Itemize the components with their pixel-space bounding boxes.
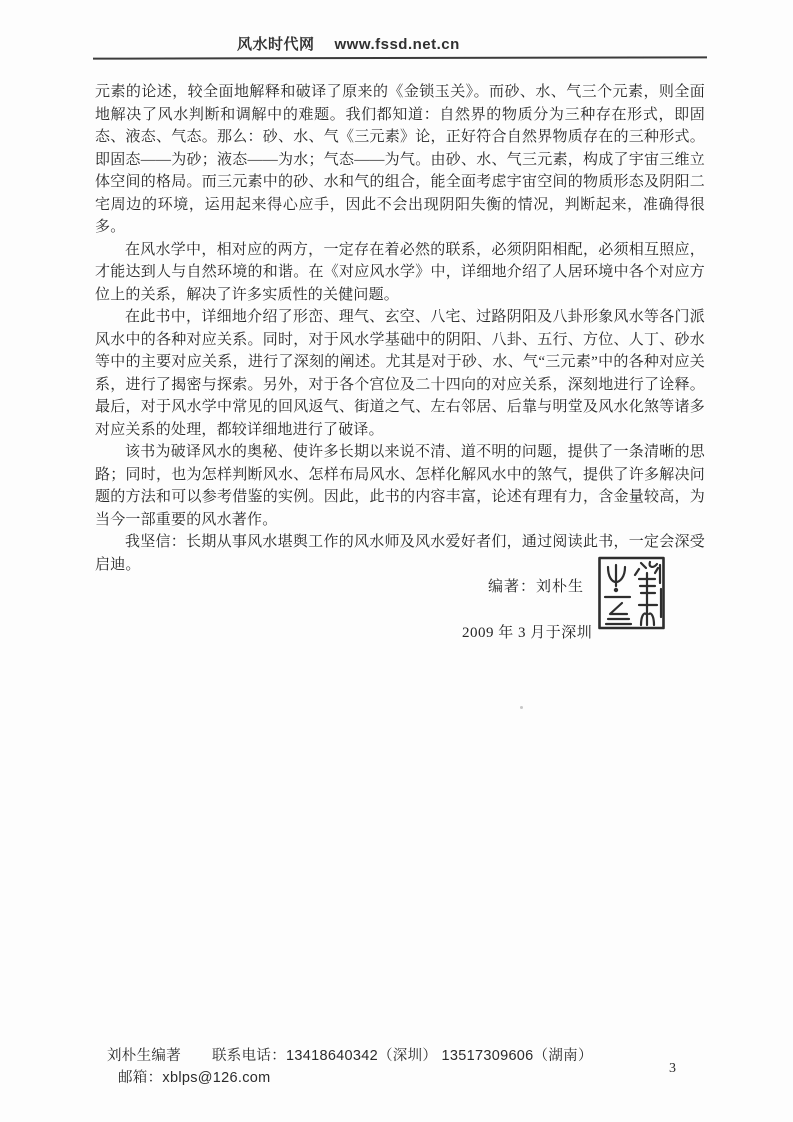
footer-contact-phones: 联系电话：13418640342（深圳） 13517309606（湖南） — [212, 1048, 593, 1064]
author-seal-stamp-icon — [597, 555, 667, 632]
footer-author: 刘朴生编著 — [107, 1048, 181, 1064]
paragraph: 我坚信：长期从事风水堪舆工作的风水师及风水爱好者们，通过阅读此书，一定会深受启迪。 — [95, 534, 705, 573]
author-byline: 编著：刘朴生 — [488, 579, 585, 595]
paragraph: 在此书中，详细地介绍了形峦、理气、玄空、八宅、过路阴阳及八卦形象风水等各门派风水中的各种对应关系。同时，对于风水学基础中的阴阳、八卦、五行、方位、人丁、砂水等中的主要对应关系，进行了深刻的阐述。尤其是对于砂、水、气“三元素”中的各种对应关系，进行了揭密与探索。另外，对于各个宫位及二十四向的对应关系，深刻地进行了诠释。最后，对于风水学中常见的回风返气、街道之气、左右邻居、后靠与明堂及风水化煞等诸多对应关系的处理，都较详细地进行了破译。 — [95, 309, 705, 438]
footer-email: 邮箱：xblps@126.com — [118, 1070, 271, 1086]
paragraph: 元素的论述，较全面地解释和破译了原来的《金锁玉关》。而砂、水、气三个元素，则全面地解决了风水判断和调解中的难题。我们都知道：自然界的物质分为三种存在形式，即固态、液态、气态。那么：砂、水、气《三元素》论，正好符合自然界物质存在的三种形式。即固态——为砂；液态——为水；气态——为气。由砂、水、气三元素，构成了宇宙三维立体空间的格局。而三元素中的砂、水和气的组合，能全面考虑宇宙空间的物质形态及阴阳二宅周边的环境，运用起来得心应手，因此不会出现阴阳失衡的情况，判断起来，准确得很多。 — [95, 84, 705, 235]
site-name: 风水时代网 — [237, 36, 315, 53]
paragraph: 该书为破译风水的奥秘、使许多长期以来说不清、道不明的问题，提供了一条清晰的思路；同时，也为怎样判断风水、怎样布局风水、怎样化解风水中的煞气，提供了许多解决问题的方法和可以参考借鉴的实例。因此，此书的内容丰富，论述有理有力，含金量较高，为当今一部重要的风水著作。 — [95, 444, 705, 528]
paragraph: 在风水学中，相对应的两方，一定存在着必然的联系，必须阴阳相配，必须相互照应，才能达到人与自然环境的和谐。在《对应风水学》中，详细地介绍了人居环境中各个对应方位上的关系，解决了许多实质性的关健问题。 — [95, 241, 705, 303]
site-url: www.fssd.net.cn — [334, 36, 460, 53]
header-divider — [93, 56, 707, 59]
preface-body — [95, 81, 705, 576]
page-header — [237, 33, 460, 54]
scan-artifact-dot — [520, 706, 523, 709]
page-number: 3 — [669, 1061, 677, 1076]
date-place-line: 2009 年 3 月于深圳 — [462, 625, 593, 641]
